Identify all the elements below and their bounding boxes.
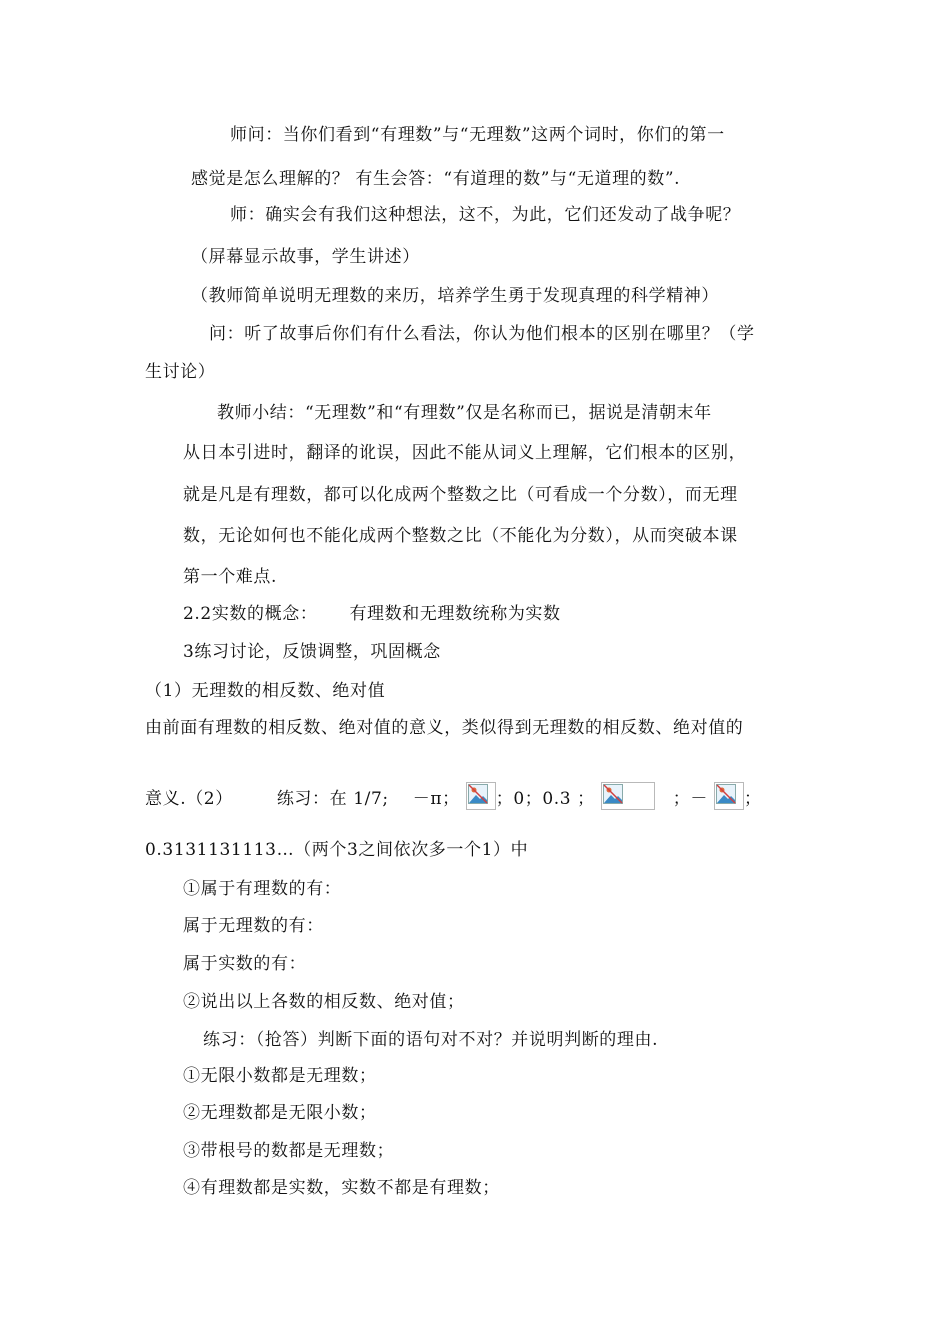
paragraph-line: 生讨论）	[145, 362, 216, 382]
statement-item: ③带根号的数都是无理数；	[183, 1141, 395, 1161]
exercise-heading: 练习：（抢答）判断下面的语句对不对？并说明判断的理由.	[203, 1030, 659, 1050]
paragraph-line: （屏幕显示故事，学生讲述）	[191, 247, 420, 267]
section-heading: 3练习讨论，反馈调整，巩固概念	[183, 642, 441, 662]
section-heading	[183, 602, 561, 626]
statement-item: ①无限小数都是无理数；	[183, 1066, 377, 1086]
exercise-intro: 练习：在 1/7;	[276, 789, 389, 809]
question-item: 属于无理数的有：	[183, 916, 324, 936]
paragraph-line: 师：确实会有我们这种想法，这不，为此，它们还发动了战争呢？	[230, 205, 741, 225]
broken-image-icon	[714, 782, 744, 810]
paragraph-line: 师问：当你们看到“有理数”与“无理数”这两个词时，你们的第一	[230, 125, 725, 145]
question-item: ①属于有理数的有：	[183, 879, 342, 899]
paragraph-line: 就是凡是有理数，都可以化成两个整数之比（可看成一个分数），而无理	[183, 485, 738, 505]
paragraph-line: 由前面有理数的相反数、绝对值的意义，类似得到无理数的相反数、绝对值的	[145, 718, 744, 738]
subsection-heading: （1）无理数的相反数、绝对值	[145, 681, 386, 701]
paragraph-line: （教师简单说明无理数的来历，培养学生勇于发现真理的科学精神）	[191, 286, 719, 306]
broken-image-icon	[601, 782, 655, 810]
broken-image-icon	[466, 782, 496, 810]
definition-text: 有理数和无理数统称为实数	[349, 604, 561, 624]
exercise-line	[145, 782, 762, 811]
section-number-label: 2.2实数的概念：	[183, 604, 318, 624]
paragraph-line: 第一个难点.	[183, 567, 278, 587]
paragraph-line: 教师小结：“无理数”和“有理数”仅是名称而已，据说是清朝末年	[217, 403, 712, 423]
exercise-prefix: 意义.（2）	[145, 789, 233, 809]
number-item: ；	[744, 789, 762, 809]
number-item: －π；	[412, 789, 460, 809]
paragraph-line: 从日本引进时，翻译的讹误，因此不能从词义上理解，它们根本的区别，	[183, 443, 747, 463]
statement-item: ④有理数都是实数，实数不都是有理数；	[183, 1178, 500, 1198]
paragraph-line: 0.3131131113…（两个3之间依次多一个1）中	[145, 840, 529, 860]
number-item: ；－	[672, 789, 708, 809]
paragraph-line: 感觉是怎么理解的？ 有生会答：“有道理的数”与“无道理的数”.	[191, 169, 681, 189]
question-item: 属于实数的有：	[183, 954, 307, 974]
statement-item: ②无理数都是无限小数；	[183, 1103, 377, 1123]
number-item: ；0；0.3 ；	[495, 789, 595, 809]
paragraph-line: 数，无论如何也不能化成两个整数之比（不能化为分数），从而突破本课	[183, 526, 738, 546]
question-item: ②说出以上各数的相反数、绝对值；	[183, 992, 465, 1012]
paragraph-line: 问：听了故事后你们有什么看法，你认为他们根本的区别在哪里？（学	[209, 324, 755, 344]
